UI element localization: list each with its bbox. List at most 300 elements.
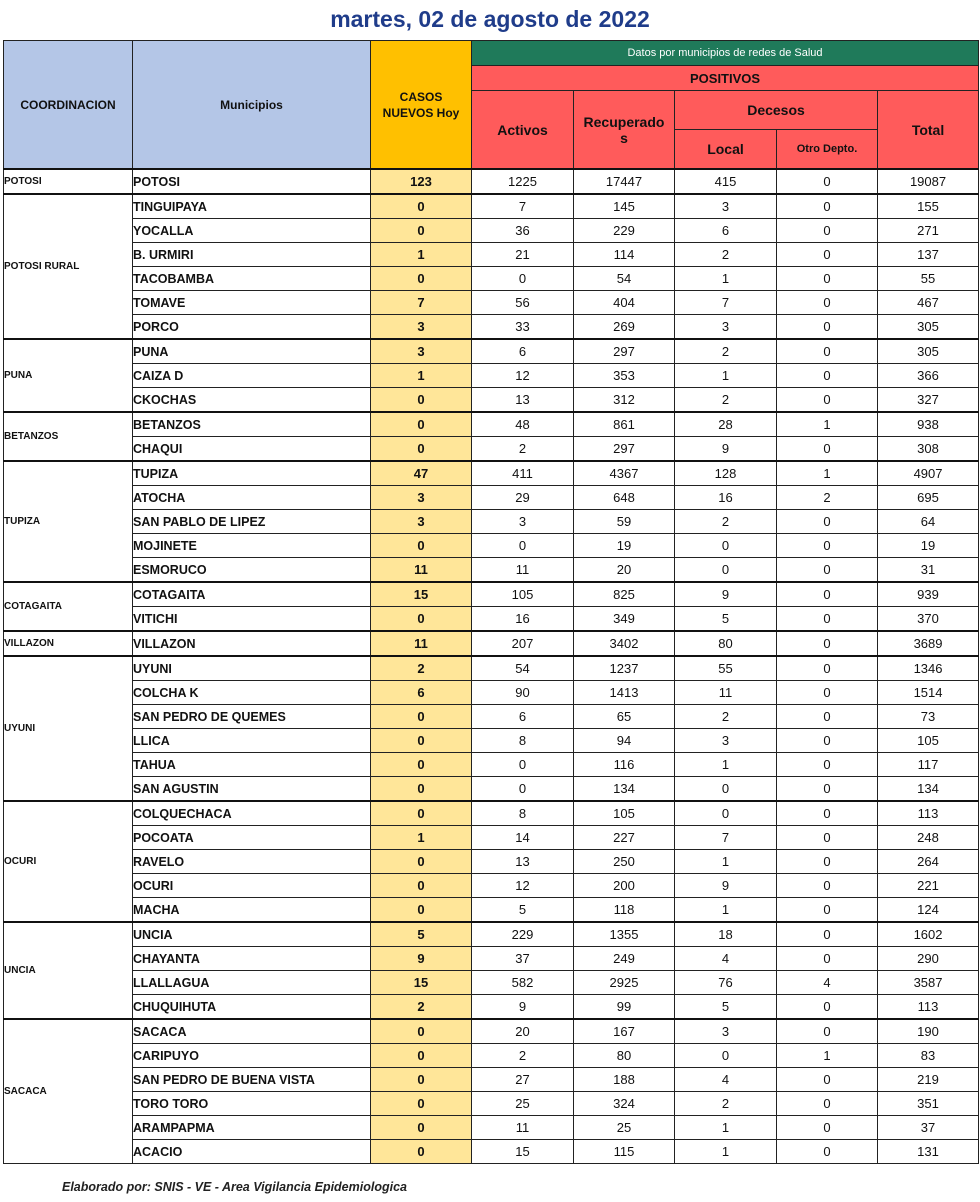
decesos-otro-cell: 0 (777, 243, 878, 267)
municipio-cell: ARAMPAPMA (133, 1116, 371, 1140)
activos-cell: 11 (472, 1116, 574, 1140)
casos-nuevos-cell: 15 (371, 582, 472, 607)
recuperados-cell: 229 (574, 219, 675, 243)
municipio-cell: COLCHA K (133, 681, 371, 705)
decesos-otro-cell: 0 (777, 1068, 878, 1092)
header-positivos: POSITIVOS (472, 66, 979, 91)
recuperados-cell: 145 (574, 194, 675, 219)
casos-nuevos-cell: 2 (371, 995, 472, 1020)
casos-nuevos-cell: 123 (371, 169, 472, 194)
recuperados-cell: 105 (574, 801, 675, 826)
recuperados-cell: 134 (574, 777, 675, 802)
total-cell: 73 (878, 705, 979, 729)
decesos-otro-cell: 0 (777, 777, 878, 802)
municipio-cell: COLQUECHACA (133, 801, 371, 826)
cases-table (3, 40, 979, 1164)
municipio-cell: TOMAVE (133, 291, 371, 315)
municipio-cell: CHAYANTA (133, 947, 371, 971)
decesos-local-cell: 128 (675, 461, 777, 486)
total-cell: 370 (878, 607, 979, 632)
municipio-cell: CKOCHAS (133, 388, 371, 413)
table-row (4, 486, 979, 510)
activos-cell: 37 (472, 947, 574, 971)
activos-cell: 27 (472, 1068, 574, 1092)
header-decesos: Decesos (675, 91, 878, 130)
table-row (4, 681, 979, 705)
recuperados-cell: 349 (574, 607, 675, 632)
table-row (4, 169, 979, 194)
municipio-cell: OCURI (133, 874, 371, 898)
municipio-cell: SAN AGUSTIN (133, 777, 371, 802)
decesos-otro-cell: 0 (777, 1116, 878, 1140)
total-cell: 19 (878, 534, 979, 558)
activos-cell: 582 (472, 971, 574, 995)
activos-cell: 48 (472, 412, 574, 437)
header-casos-nuevos (371, 41, 472, 170)
activos-cell: 12 (472, 364, 574, 388)
municipio-cell: ACACIO (133, 1140, 371, 1164)
recuperados-cell: 94 (574, 729, 675, 753)
municipio-cell: LLALLAGUA (133, 971, 371, 995)
table-row (4, 922, 979, 947)
activos-cell: 229 (472, 922, 574, 947)
decesos-otro-cell: 0 (777, 1140, 878, 1164)
header-municipios: Municipios (133, 41, 371, 170)
total-cell: 305 (878, 339, 979, 364)
recuperados-cell: 1237 (574, 656, 675, 681)
casos-nuevos-cell: 0 (371, 412, 472, 437)
decesos-local-cell: 4 (675, 947, 777, 971)
decesos-otro-cell: 0 (777, 582, 878, 607)
table-row (4, 388, 979, 413)
decesos-local-cell: 1 (675, 267, 777, 291)
municipio-cell: VITICHI (133, 607, 371, 632)
activos-cell: 56 (472, 291, 574, 315)
coordinacion-cell: POTOSI (4, 169, 133, 194)
decesos-otro-cell: 0 (777, 729, 878, 753)
decesos-otro-cell: 1 (777, 461, 878, 486)
table-row (4, 995, 979, 1020)
recuperados-cell: 3402 (574, 631, 675, 656)
activos-cell: 8 (472, 729, 574, 753)
coordinacion-cell: VILLAZON (4, 631, 133, 656)
activos-cell: 6 (472, 339, 574, 364)
table-row (4, 437, 979, 462)
decesos-local-cell: 9 (675, 874, 777, 898)
decesos-otro-cell: 0 (777, 534, 878, 558)
decesos-local-cell: 55 (675, 656, 777, 681)
table-row (4, 898, 979, 923)
recuperados-cell: 250 (574, 850, 675, 874)
municipio-cell: ATOCHA (133, 486, 371, 510)
decesos-local-cell: 80 (675, 631, 777, 656)
coordinacion-cell: UYUNI (4, 656, 133, 801)
activos-cell: 2 (472, 437, 574, 462)
municipio-cell: MOJINETE (133, 534, 371, 558)
total-cell: 113 (878, 801, 979, 826)
casos-nuevos-cell: 0 (371, 705, 472, 729)
activos-cell: 207 (472, 631, 574, 656)
table-row (4, 753, 979, 777)
decesos-local-cell: 415 (675, 169, 777, 194)
casos-nuevos-cell: 1 (371, 243, 472, 267)
coordinacion-cell: BETANZOS (4, 412, 133, 461)
municipio-cell: UNCIA (133, 922, 371, 947)
recuperados-cell: 1413 (574, 681, 675, 705)
total-cell: 113 (878, 995, 979, 1020)
table-row (4, 291, 979, 315)
recuperados-cell: 297 (574, 437, 675, 462)
activos-cell: 21 (472, 243, 574, 267)
recuperados-cell: 249 (574, 947, 675, 971)
recuperados-cell: 65 (574, 705, 675, 729)
decesos-local-cell: 2 (675, 243, 777, 267)
activos-cell: 14 (472, 826, 574, 850)
recuperados-cell: 1355 (574, 922, 675, 947)
municipio-cell: MACHA (133, 898, 371, 923)
decesos-otro-cell: 0 (777, 826, 878, 850)
activos-cell: 5 (472, 898, 574, 923)
recuperados-cell: 59 (574, 510, 675, 534)
casos-nuevos-cell: 0 (371, 777, 472, 802)
table-row (4, 582, 979, 607)
casos-nuevos-cell: 1 (371, 826, 472, 850)
activos-cell: 15 (472, 1140, 574, 1164)
municipio-cell: TUPIZA (133, 461, 371, 486)
municipio-cell: SAN PEDRO DE BUENA VISTA (133, 1068, 371, 1092)
recuperados-cell: 227 (574, 826, 675, 850)
activos-cell: 0 (472, 534, 574, 558)
municipio-cell: SAN PEDRO DE QUEMES (133, 705, 371, 729)
table-row (4, 267, 979, 291)
header-local: Local (675, 130, 777, 170)
total-cell: 37 (878, 1116, 979, 1140)
activos-cell: 16 (472, 607, 574, 632)
decesos-local-cell: 0 (675, 801, 777, 826)
activos-cell: 8 (472, 801, 574, 826)
casos-nuevos-cell: 0 (371, 1092, 472, 1116)
activos-cell: 13 (472, 850, 574, 874)
decesos-local-cell: 1 (675, 753, 777, 777)
decesos-local-cell: 4 (675, 1068, 777, 1092)
activos-cell: 7 (472, 194, 574, 219)
municipio-cell: CHUQUIHUTA (133, 995, 371, 1020)
casos-nuevos-cell: 0 (371, 219, 472, 243)
recuperados-cell: 4367 (574, 461, 675, 486)
casos-nuevos-cell: 11 (371, 558, 472, 583)
activos-cell: 2 (472, 1044, 574, 1068)
municipio-cell: PORCO (133, 315, 371, 340)
recuperados-cell: 20 (574, 558, 675, 583)
decesos-local-cell: 6 (675, 219, 777, 243)
activos-cell: 1225 (472, 169, 574, 194)
total-cell: 248 (878, 826, 979, 850)
total-cell: 105 (878, 729, 979, 753)
decesos-otro-cell: 0 (777, 850, 878, 874)
casos-nuevos-cell: 2 (371, 656, 472, 681)
decesos-otro-cell: 0 (777, 874, 878, 898)
decesos-otro-cell: 1 (777, 1044, 878, 1068)
decesos-local-cell: 3 (675, 194, 777, 219)
recuperados-cell: 825 (574, 582, 675, 607)
recuperados-cell: 167 (574, 1019, 675, 1044)
casos-nuevos-cell: 0 (371, 437, 472, 462)
table-row (4, 1116, 979, 1140)
coordinacion-cell: SACACA (4, 1019, 133, 1164)
decesos-local-cell: 9 (675, 437, 777, 462)
table-row (4, 971, 979, 995)
casos-nuevos-cell: 0 (371, 801, 472, 826)
total-cell: 134 (878, 777, 979, 802)
decesos-otro-cell: 0 (777, 705, 878, 729)
table-row (4, 801, 979, 826)
decesos-local-cell: 1 (675, 1140, 777, 1164)
coordinacion-cell: COTAGAITA (4, 582, 133, 631)
table-row (4, 729, 979, 753)
coordinacion-cell: TUPIZA (4, 461, 133, 582)
casos-nuevos-cell: 0 (371, 753, 472, 777)
total-cell: 4907 (878, 461, 979, 486)
recuperados-cell: 114 (574, 243, 675, 267)
municipio-cell: SAN PABLO DE LIPEZ (133, 510, 371, 534)
recuperados-cell: 297 (574, 339, 675, 364)
header-recuperados-line1: Recuperado (583, 113, 665, 130)
total-cell: 290 (878, 947, 979, 971)
decesos-otro-cell: 0 (777, 388, 878, 413)
municipio-cell: B. URMIRI (133, 243, 371, 267)
casos-nuevos-cell: 0 (371, 1116, 472, 1140)
decesos-local-cell: 1 (675, 364, 777, 388)
decesos-otro-cell: 0 (777, 1092, 878, 1116)
total-cell: 467 (878, 291, 979, 315)
decesos-otro-cell: 0 (777, 339, 878, 364)
total-cell: 117 (878, 753, 979, 777)
total-cell: 1346 (878, 656, 979, 681)
recuperados-cell: 118 (574, 898, 675, 923)
decesos-otro-cell: 0 (777, 681, 878, 705)
casos-nuevos-cell: 5 (371, 922, 472, 947)
table-row (4, 1092, 979, 1116)
total-cell: 55 (878, 267, 979, 291)
total-cell: 351 (878, 1092, 979, 1116)
decesos-otro-cell: 0 (777, 947, 878, 971)
casos-nuevos-cell: 6 (371, 681, 472, 705)
casos-nuevos-cell: 0 (371, 1140, 472, 1164)
activos-cell: 3 (472, 510, 574, 534)
municipio-cell: POTOSI (133, 169, 371, 194)
total-cell: 1602 (878, 922, 979, 947)
activos-cell: 36 (472, 219, 574, 243)
decesos-local-cell: 1 (675, 850, 777, 874)
decesos-local-cell: 0 (675, 1044, 777, 1068)
decesos-local-cell: 1 (675, 1116, 777, 1140)
decesos-otro-cell: 0 (777, 437, 878, 462)
decesos-otro-cell: 0 (777, 898, 878, 923)
table-row (4, 219, 979, 243)
recuperados-cell: 200 (574, 874, 675, 898)
recuperados-cell: 861 (574, 412, 675, 437)
decesos-local-cell: 7 (675, 826, 777, 850)
total-cell: 131 (878, 1140, 979, 1164)
decesos-otro-cell: 0 (777, 607, 878, 632)
coordinacion-cell: PUNA (4, 339, 133, 412)
casos-nuevos-cell: 3 (371, 339, 472, 364)
decesos-otro-cell: 0 (777, 631, 878, 656)
activos-cell: 9 (472, 995, 574, 1020)
recuperados-cell: 19 (574, 534, 675, 558)
table-row (4, 194, 979, 219)
decesos-otro-cell: 0 (777, 995, 878, 1020)
decesos-local-cell: 3 (675, 315, 777, 340)
table-row (4, 1068, 979, 1092)
total-cell: 3689 (878, 631, 979, 656)
decesos-local-cell: 2 (675, 339, 777, 364)
decesos-otro-cell: 0 (777, 753, 878, 777)
casos-nuevos-cell: 0 (371, 534, 472, 558)
casos-nuevos-cell: 0 (371, 898, 472, 923)
municipio-cell: TAHUA (133, 753, 371, 777)
activos-cell: 29 (472, 486, 574, 510)
recuperados-cell: 648 (574, 486, 675, 510)
activos-cell: 20 (472, 1019, 574, 1044)
header-casos-line1: CASOS (399, 89, 443, 104)
recuperados-cell: 116 (574, 753, 675, 777)
total-cell: 219 (878, 1068, 979, 1092)
casos-nuevos-cell: 9 (371, 947, 472, 971)
recuperados-cell: 353 (574, 364, 675, 388)
total-cell: 124 (878, 898, 979, 923)
total-cell: 64 (878, 510, 979, 534)
recuperados-cell: 25 (574, 1116, 675, 1140)
table-row (4, 826, 979, 850)
decesos-otro-cell: 0 (777, 291, 878, 315)
header-recuperados (574, 91, 675, 170)
decesos-otro-cell: 0 (777, 219, 878, 243)
municipio-cell: COTAGAITA (133, 582, 371, 607)
decesos-otro-cell: 1 (777, 412, 878, 437)
table-header (4, 41, 979, 170)
casos-nuevos-cell: 0 (371, 267, 472, 291)
table-body (4, 169, 979, 1164)
casos-nuevos-cell: 0 (371, 388, 472, 413)
total-cell: 137 (878, 243, 979, 267)
municipio-cell: TORO TORO (133, 1092, 371, 1116)
casos-nuevos-cell: 1 (371, 364, 472, 388)
municipio-cell: UYUNI (133, 656, 371, 681)
recuperados-cell: 2925 (574, 971, 675, 995)
casos-nuevos-cell: 3 (371, 315, 472, 340)
casos-nuevos-cell: 0 (371, 607, 472, 632)
table-row (4, 364, 979, 388)
decesos-otro-cell: 2 (777, 486, 878, 510)
decesos-local-cell: 16 (675, 486, 777, 510)
decesos-otro-cell: 0 (777, 1019, 878, 1044)
decesos-local-cell: 2 (675, 510, 777, 534)
decesos-local-cell: 0 (675, 534, 777, 558)
table-row (4, 656, 979, 681)
table-row (4, 534, 979, 558)
decesos-local-cell: 2 (675, 1092, 777, 1116)
total-cell: 695 (878, 486, 979, 510)
activos-cell: 0 (472, 753, 574, 777)
casos-nuevos-cell: 0 (371, 729, 472, 753)
decesos-local-cell: 3 (675, 1019, 777, 1044)
recuperados-cell: 324 (574, 1092, 675, 1116)
recuperados-cell: 115 (574, 1140, 675, 1164)
decesos-local-cell: 18 (675, 922, 777, 947)
table-row (4, 339, 979, 364)
table-row (4, 461, 979, 486)
municipio-cell: ESMORUCO (133, 558, 371, 583)
casos-nuevos-cell: 15 (371, 971, 472, 995)
recuperados-cell: 269 (574, 315, 675, 340)
municipio-cell: TINGUIPAYA (133, 194, 371, 219)
decesos-otro-cell: 0 (777, 315, 878, 340)
table-row (4, 510, 979, 534)
decesos-otro-cell: 0 (777, 364, 878, 388)
casos-nuevos-cell: 7 (371, 291, 472, 315)
municipio-cell: RAVELO (133, 850, 371, 874)
decesos-local-cell: 0 (675, 558, 777, 583)
activos-cell: 54 (472, 656, 574, 681)
activos-cell: 90 (472, 681, 574, 705)
total-cell: 939 (878, 582, 979, 607)
coordinacion-cell: OCURI (4, 801, 133, 922)
table-row (4, 705, 979, 729)
decesos-local-cell: 5 (675, 607, 777, 632)
total-cell: 155 (878, 194, 979, 219)
table-row (4, 874, 979, 898)
decesos-local-cell: 28 (675, 412, 777, 437)
total-cell: 19087 (878, 169, 979, 194)
decesos-local-cell: 7 (675, 291, 777, 315)
casos-nuevos-cell: 3 (371, 510, 472, 534)
municipio-cell: LLICA (133, 729, 371, 753)
casos-nuevos-cell: 0 (371, 874, 472, 898)
decesos-local-cell: 9 (675, 582, 777, 607)
recuperados-cell: 188 (574, 1068, 675, 1092)
activos-cell: 13 (472, 388, 574, 413)
total-cell: 327 (878, 388, 979, 413)
decesos-local-cell: 5 (675, 995, 777, 1020)
table-row (4, 947, 979, 971)
decesos-local-cell: 11 (675, 681, 777, 705)
total-cell: 3587 (878, 971, 979, 995)
activos-cell: 33 (472, 315, 574, 340)
municipio-cell: CHAQUI (133, 437, 371, 462)
header-total: Total (878, 91, 979, 170)
total-cell: 264 (878, 850, 979, 874)
table-row (4, 315, 979, 340)
casos-nuevos-cell: 11 (371, 631, 472, 656)
table-row (4, 1140, 979, 1164)
table-row (4, 1019, 979, 1044)
decesos-local-cell: 1 (675, 898, 777, 923)
decesos-otro-cell: 0 (777, 922, 878, 947)
activos-cell: 105 (472, 582, 574, 607)
activos-cell: 25 (472, 1092, 574, 1116)
table-row (4, 777, 979, 802)
municipio-cell: YOCALLA (133, 219, 371, 243)
total-cell: 366 (878, 364, 979, 388)
decesos-local-cell: 2 (675, 388, 777, 413)
municipio-cell: VILLAZON (133, 631, 371, 656)
total-cell: 83 (878, 1044, 979, 1068)
total-cell: 190 (878, 1019, 979, 1044)
table-row (4, 243, 979, 267)
total-cell: 305 (878, 315, 979, 340)
casos-nuevos-cell: 0 (371, 1019, 472, 1044)
